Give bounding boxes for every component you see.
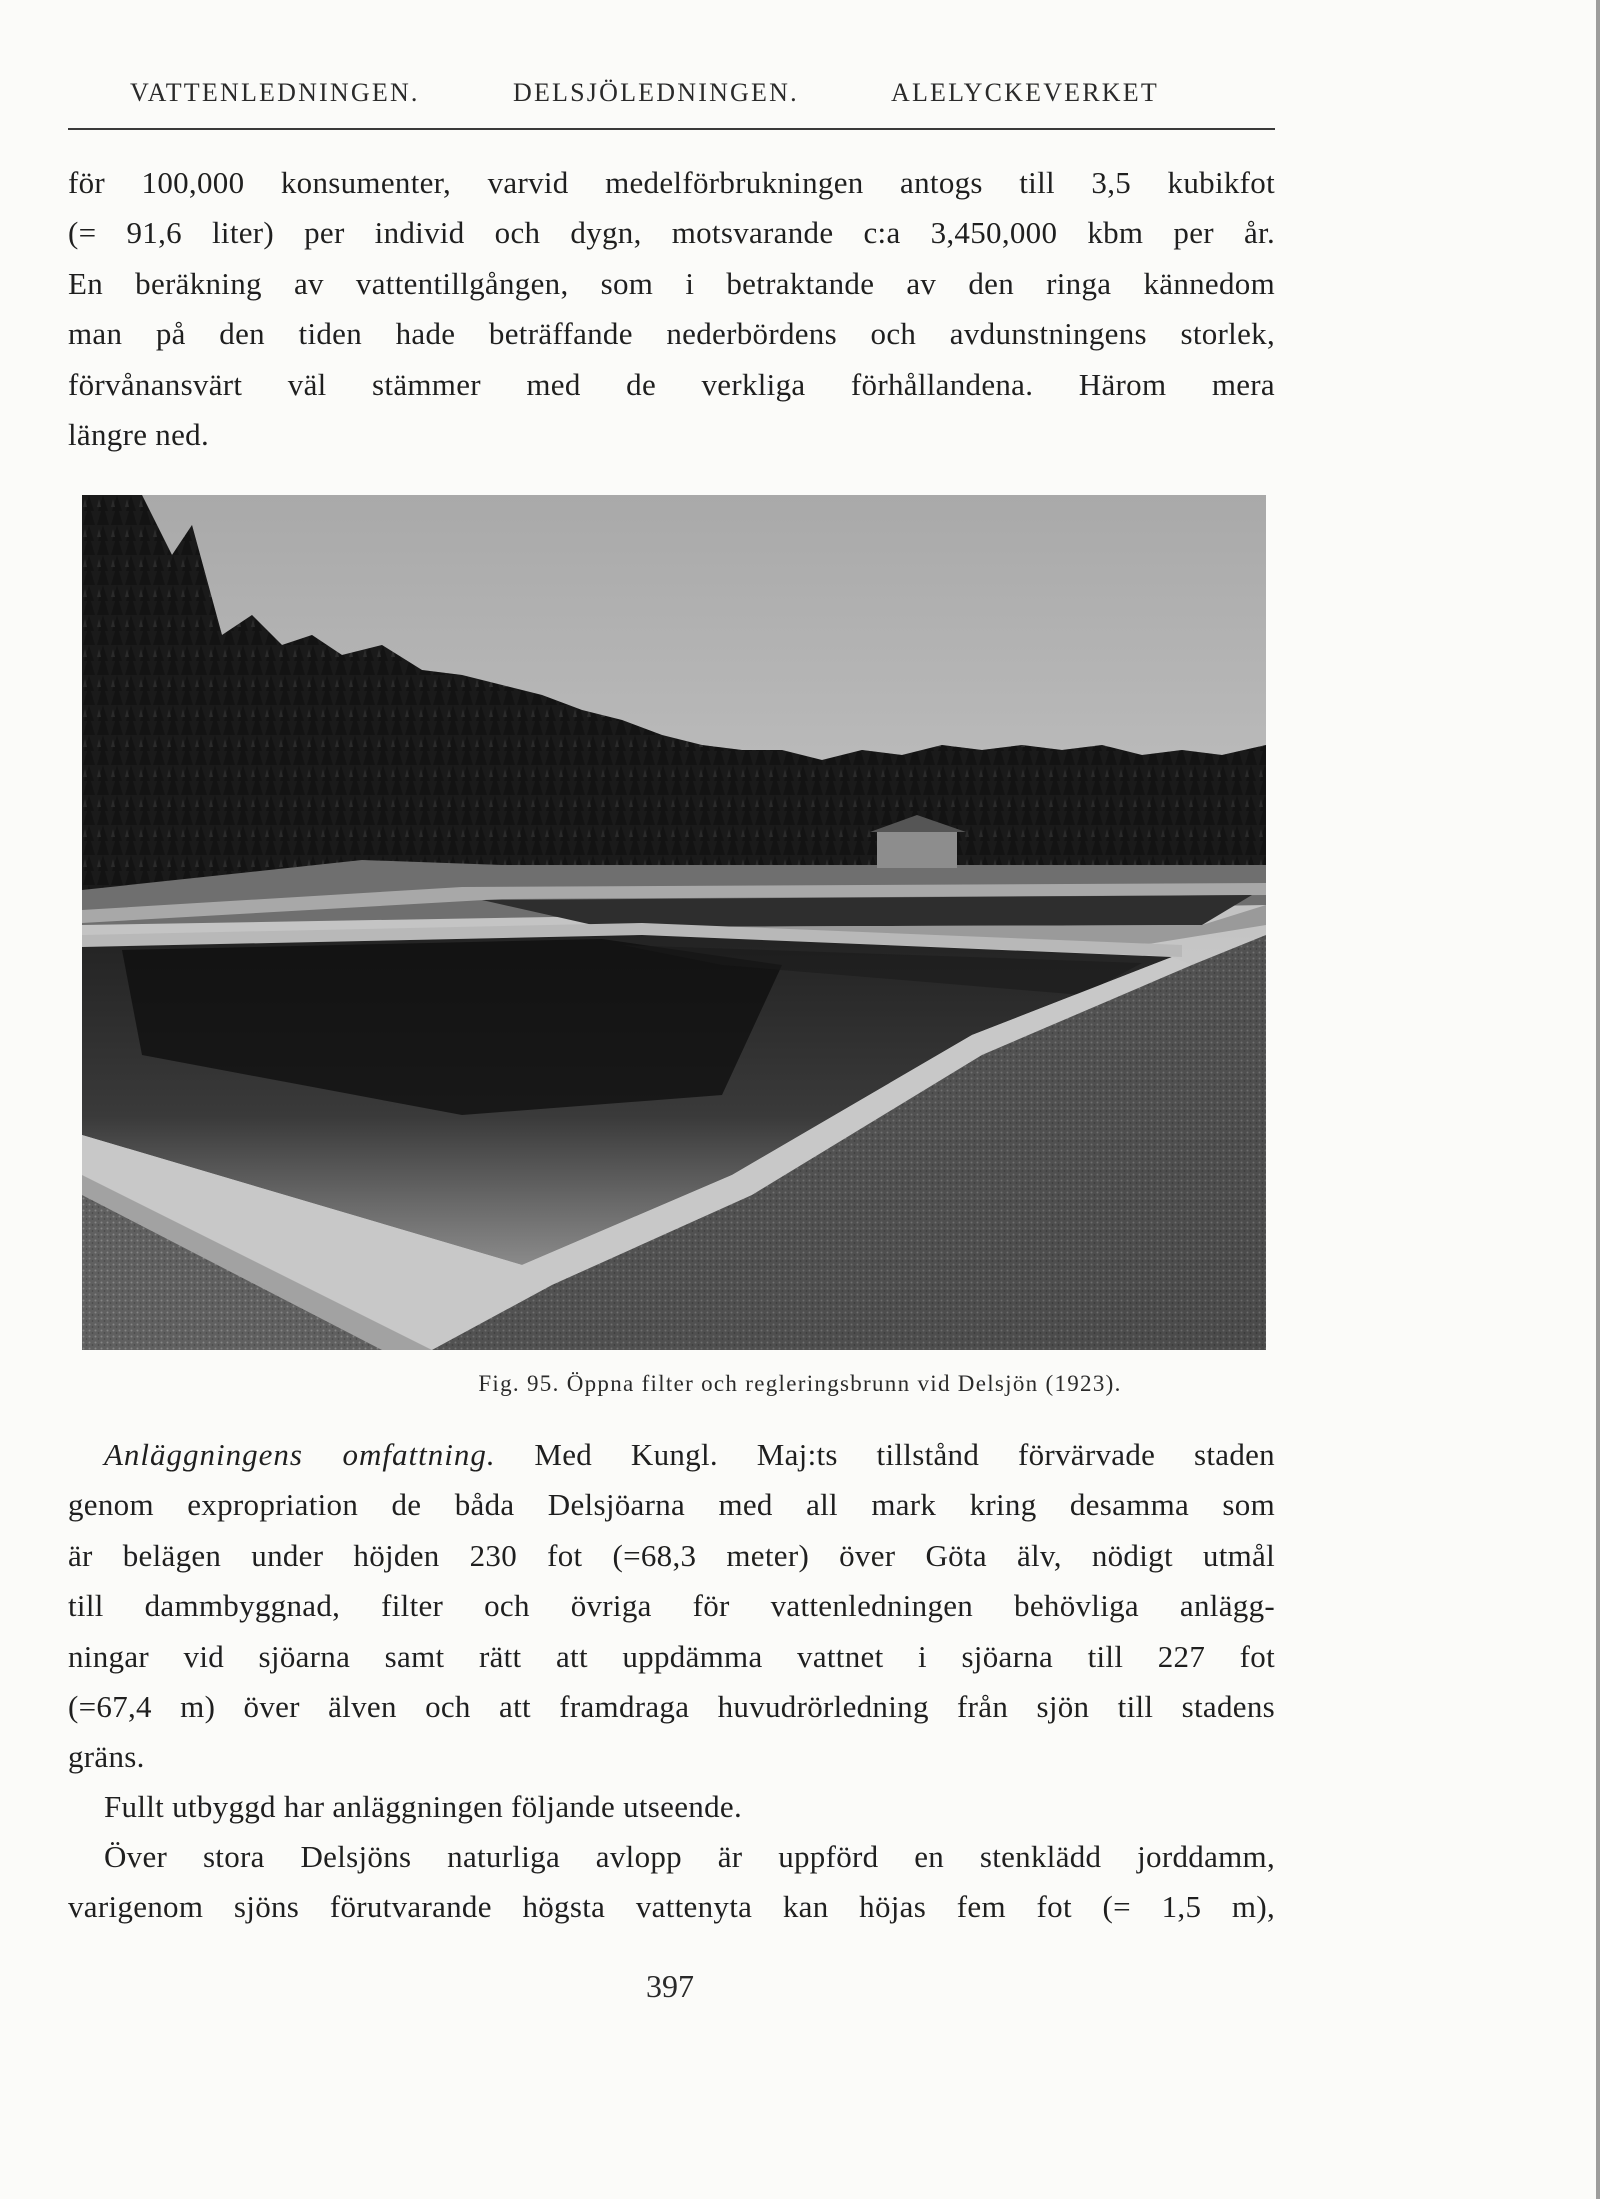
text-line — [68, 1430, 1275, 1480]
text-line: Över stora Delsjöns naturliga avlopp är uppförd en stenklädd jorddamm, — [104, 1839, 1275, 1874]
running-head-right: ALELYCKEVERKET — [891, 78, 1159, 107]
photo-open-filters-delsjon — [82, 495, 1266, 1350]
text-line: för 100,000 konsumenter, varvid medelförbrukningen antogs till 3,5 kubikfot — [68, 165, 1275, 200]
paragraph-3 — [68, 1782, 1275, 1832]
text-line: varigenom sjöns förutvarande högsta vattenyta kan höjas fem fot (= 1,5 m), — [68, 1889, 1275, 1925]
text-line: förvånansvärt väl stämmer med de verkliga förhållandena. Härom mera — [68, 366, 1275, 402]
running-head-center: DELSJÖLEDNINGEN. — [513, 78, 799, 107]
text-line: till dammbyggnad, filter och övriga för vattenledningen behövliga anlägg- — [68, 1588, 1275, 1624]
figure-caption: Fig. 95. Öppna filter och regleringsbrunn vid Delsjön (1923). — [478, 1371, 1122, 1396]
text-line: gräns. — [68, 1739, 145, 1775]
page-number: 397 — [646, 1968, 694, 2004]
text-line: Fullt utbyggd har anläggningen följande utseende. — [104, 1789, 742, 1824]
section-heading: Anläggningens omfattning. — [104, 1437, 496, 1472]
text-line: längre ned. — [68, 417, 210, 453]
text-fragment: Med Kungl. Maj:ts tillstånd förvärvade staden — [534, 1437, 1275, 1472]
paragraph-2 — [68, 1430, 1275, 1783]
paragraph-4 — [68, 1832, 1275, 1933]
text-line: (= 91,6 liter) per individ och dygn, motsvarande c:a 3,450,000 kbm per år. — [68, 215, 1275, 251]
running-head — [68, 78, 1275, 130]
text-line: En beräkning av vattentillgången, som i betraktande av den ringa kännedom — [68, 265, 1275, 301]
text-line: (=67,4 m) över älven och att framdraga huvudrörledning från sjön till stadens — [68, 1689, 1275, 1725]
text-line: ningar vid sjöarna samt rätt att uppdämma vattnet i sjöarna till 227 fot — [68, 1638, 1275, 1674]
photo-illustration — [82, 495, 1266, 1350]
text-line: är belägen under höjden 230 fot (=68,3 meter) över Göta älv, nödigt utmål — [68, 1537, 1275, 1573]
text-line: genom expropriation de båda Delsjöarna med all mark kring desamma som — [68, 1487, 1275, 1523]
text-line: man på den tiden hade beträffande nederbördens och avdunstningens storlek, — [68, 316, 1275, 352]
page-edge — [1596, 0, 1600, 2199]
running-head-left: VATTENLEDNINGEN. — [130, 78, 420, 107]
paragraph-1 — [68, 158, 1275, 460]
